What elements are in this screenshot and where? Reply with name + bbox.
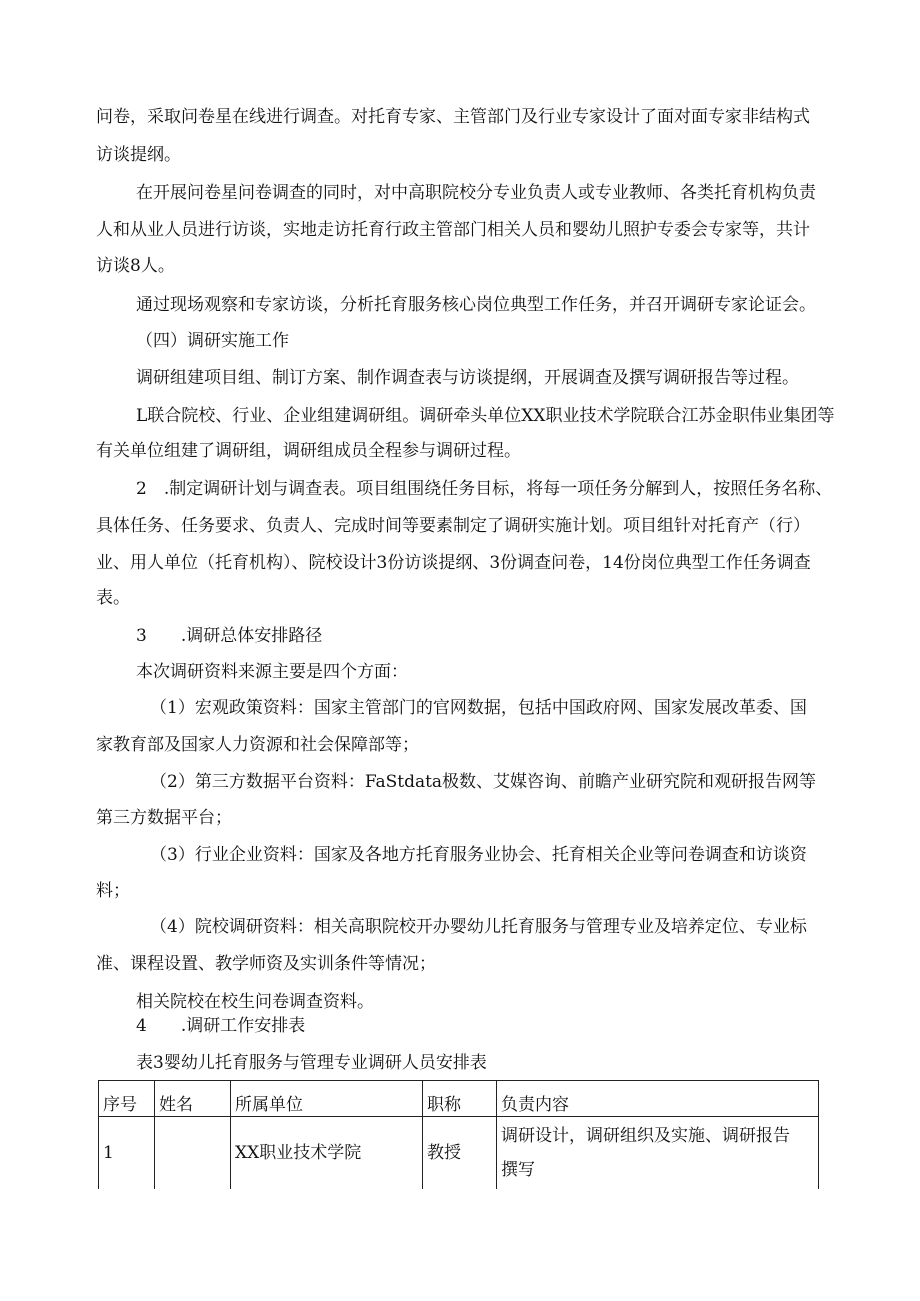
paragraph-line: 业、用人单位（托育机构）、院校设计3份访谈提纲、3份调查问卷，14份岗位典型工作任务调查 xyxy=(96,553,811,573)
section-heading: （四）调研实施工作 xyxy=(136,331,289,351)
header-no: 序号 xyxy=(99,1081,155,1117)
paragraph-line: 人和从业人员进行访谈，实地走访托育行政主管部门相关人员和婴幼儿照护专委会专家等，共计 xyxy=(96,220,810,240)
header-title: 职称 xyxy=(423,1081,497,1117)
paragraph-line: 相关院校在校生问卷调查资料。 xyxy=(136,992,374,1012)
table-header-row xyxy=(99,1081,819,1117)
paragraph-line: 表。 xyxy=(96,588,130,608)
paragraph-line: 问卷，采取问卷星在线进行调查。对托育专家、主管部门及行业专家设计了面对面专家非结构式 xyxy=(96,107,810,127)
cell-no: 1 xyxy=(99,1117,155,1190)
staff-arrangement-table xyxy=(98,1080,819,1189)
paragraph-line: 4 .调研工作安排表 xyxy=(136,1016,306,1036)
table-caption: 表3婴幼儿托育服务与管理专业调研人员安排表 xyxy=(136,1053,487,1073)
list-item-continuation: 第三方数据平台； xyxy=(96,808,232,828)
list-item-continuation: 家教育部及国家人力资源和社会保障部等； xyxy=(96,735,419,755)
cell-unit: XX职业技术学院 xyxy=(231,1117,423,1190)
paragraph-line: 具体任务、任务要求、负责人、完成时间等要素制定了调研实施计划。项目组针对托育产（行） xyxy=(96,516,810,536)
paragraph-line: 在开展问卷星问卷调查的同时，对中高职院校分专业负责人或专业教师、各类托育机构负责 xyxy=(136,183,816,203)
paragraph-line: 通过现场观察和专家访谈，分析托育服务核心岗位典型工作任务，并召开调研专家论证会。 xyxy=(136,295,816,315)
cell-duty xyxy=(497,1117,819,1190)
cell-duty-line: 撰写 xyxy=(501,1160,535,1180)
paragraph-line: 3 .调研总体安排路径 xyxy=(136,626,323,646)
paragraph-line: 有关单位组建了调研组，调研组成员全程参与调研过程。 xyxy=(96,441,521,461)
paragraph-line: 调研组建项目组、制订方案、制作调查表与访谈提纲，开展调查及撰写调研报告等过程。 xyxy=(136,368,799,388)
paragraph-line: 访谈8人。 xyxy=(96,256,175,276)
list-item: （3）行业企业资料：国家及各地方托育服务业协会、托育相关企业等问卷调查和访谈资 xyxy=(150,845,807,865)
header-duty: 负责内容 xyxy=(497,1081,819,1117)
table-row xyxy=(99,1117,819,1190)
list-item: （2）第三方数据平台资料：FaStdata极数、艾媒咨询、前瞻产业研究院和观研报告网等 xyxy=(150,772,817,792)
cell-title: 教授 xyxy=(423,1117,497,1190)
header-unit: 所属单位 xyxy=(231,1081,423,1117)
cell-name xyxy=(155,1117,231,1190)
list-item-continuation: 准、课程设置、教学师资及实训条件等情况； xyxy=(96,954,436,974)
cell-duty-line: 调研设计，调研组织及实施、调研报告 xyxy=(501,1126,790,1146)
paragraph-line: L联合院校、行业、企业组建调研组。调研牵头单位XX职业技术学院联合江苏金职伟业集团等 xyxy=(136,406,835,426)
paragraph-line: 2 .制定调研计划与调查表。项目组围绕任务目标，将每一项任务分解到人，按照任务名称、 xyxy=(136,479,833,499)
list-item: （4）院校调研资料：相关高职院校开办婴幼儿托育服务与管理专业及培养定位、专业标 xyxy=(150,917,807,937)
paragraph-line: 访谈提纲。 xyxy=(96,145,181,165)
list-item-continuation: 料； xyxy=(96,881,130,901)
list-item: （1）宏观政策资料：国家主管部门的官网数据，包括中国政府网、国家发展改革委、国 xyxy=(150,698,807,718)
header-name: 姓名 xyxy=(155,1081,231,1117)
paragraph-line: 本次调研资料来源主要是四个方面： xyxy=(136,662,408,682)
